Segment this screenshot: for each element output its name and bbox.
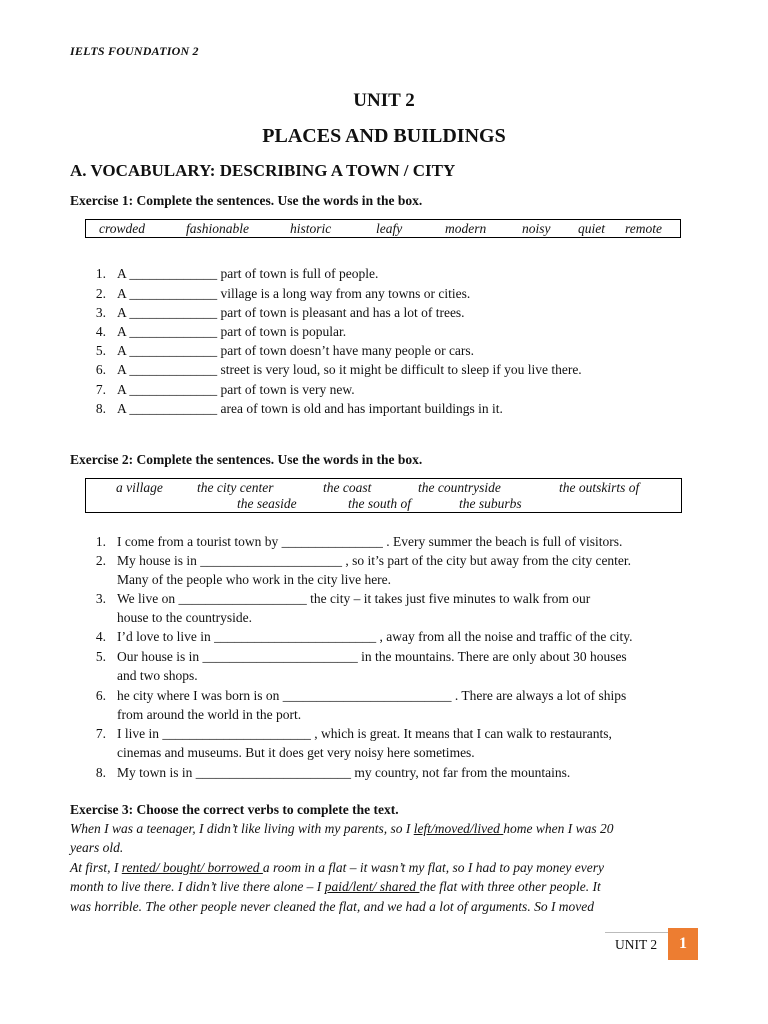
item-text-continued: house to the countryside.	[117, 610, 252, 625]
item-text: Our house is in _______________________ in the mountains. There are only about 30 houses	[117, 649, 627, 664]
item-number: 5.	[95, 343, 106, 358]
word-box-item: crowded	[99, 221, 145, 236]
exercise3-text-line: years old.	[70, 840, 124, 855]
item-number: 5.	[95, 649, 106, 664]
word-box-item: the city center	[197, 480, 274, 495]
item-number: 6.	[95, 688, 106, 703]
item-number: 1.	[95, 534, 106, 549]
text-segment: home when I was 20	[503, 821, 614, 836]
word-box-item: remote	[625, 221, 662, 236]
exercise2-word-box	[85, 478, 682, 513]
word-box-item: the coast	[323, 480, 372, 495]
exercise3-title: Exercise 3: Choose the correct verbs to complete the text.	[70, 802, 399, 817]
item-text: A _____________ part of town is popular.	[117, 324, 347, 339]
item-number: 8.	[95, 401, 106, 416]
item-number: 3.	[95, 591, 106, 606]
section-heading: A. VOCABULARY: DESCRIBING A TOWN / CITY	[70, 161, 456, 180]
verb-choice: paid/lent/ shared	[324, 879, 420, 894]
item-text: We live on ___________________ the city – it takes just five minutes to walk from our	[117, 591, 591, 606]
exercise3-text-line	[70, 860, 604, 876]
exercise3-text-line: was horrible. The other people never cleaned the flat, and we had a lot of arguments. So I moved	[70, 899, 595, 914]
word-box-item: a village	[116, 480, 163, 495]
word-box-item: historic	[290, 221, 332, 236]
text-segment: the flat with three other people. It	[419, 879, 601, 894]
item-text: A _____________ part of town is pleasant and has a lot of trees.	[117, 305, 465, 320]
item-number: 4.	[95, 324, 106, 339]
item-text: A _____________ part of town doesn’t have many people or cars.	[117, 343, 475, 358]
item-number: 7.	[95, 382, 106, 397]
item-number: 2.	[95, 553, 106, 568]
item-text-continued: from around the world in the port.	[117, 707, 302, 722]
item-text: I live in ______________________ , which is great. It means that I can walk to restaurants,	[117, 726, 612, 741]
item-text: I’d love to live in ________________________ , away from all the noise and traffic of the city.	[117, 629, 633, 644]
exercise3-text-line	[70, 879, 601, 895]
word-box-item: the seaside	[237, 496, 297, 511]
footer-divider	[605, 932, 668, 933]
unit-title: UNIT 2	[353, 90, 415, 111]
item-text: he city where I was born is on _________________________ . There are always a lot of ships	[117, 688, 627, 703]
page-title: PLACES AND BUILDINGS	[262, 125, 506, 147]
item-number: 3.	[95, 305, 106, 320]
footer-unit-label: UNIT 2	[615, 937, 658, 952]
item-text-continued: cinemas and museums. But it does get very noisy here sometimes.	[117, 745, 475, 760]
item-text: A _____________ part of town is full of people.	[117, 266, 379, 281]
item-text-continued: Many of the people who work in the city live here.	[117, 572, 392, 587]
text-segment: a room in a flat – it wasn’t my flat, so I had to pay money every	[262, 860, 604, 875]
word-box-item: the outskirts of	[559, 480, 640, 495]
verb-choice: rented/ bought/ borrowed	[121, 860, 263, 875]
item-number: 1.	[95, 266, 106, 281]
word-box-item: the countryside	[418, 480, 501, 495]
exercise2-title: Exercise 2: Complete the sentences. Use the words in the box.	[70, 452, 423, 467]
item-number: 4.	[95, 629, 106, 644]
word-box-item: modern	[445, 221, 487, 236]
text-segment: At first, I	[70, 860, 122, 875]
item-text: A _____________ village is a long way from any towns or cities.	[117, 286, 471, 301]
item-text: A _____________ part of town is very new.	[117, 382, 355, 397]
word-box-item: leafy	[376, 221, 403, 236]
item-text: My town is in _______________________ my country, not far from the mountains.	[117, 765, 571, 780]
item-number: 7.	[95, 726, 106, 741]
item-number: 8.	[95, 765, 106, 780]
page-number-badge: 1	[668, 928, 698, 960]
word-box-item: fashionable	[186, 221, 249, 236]
verb-choice: left/moved/lived	[413, 821, 504, 836]
text-segment: When I was a teenager, I didn’t like living with my parents, so I	[70, 821, 414, 836]
exercise1-title: Exercise 1: Complete the sentences. Use the words in the box.	[70, 193, 423, 208]
word-box-item: the suburbs	[459, 496, 522, 511]
word-box-item: noisy	[522, 221, 551, 236]
word-box-item: quiet	[578, 221, 605, 236]
item-number: 2.	[95, 286, 106, 301]
item-text-continued: and two shops.	[117, 668, 198, 683]
exercise1-word-box	[85, 219, 681, 238]
item-text: I come from a tourist town by _______________ . Every summer the beach is full of visitors.	[117, 534, 623, 549]
exercise3-text-line	[70, 821, 614, 837]
word-box-item: the south of	[348, 496, 411, 511]
item-text: A _____________ street is very loud, so it might be difficult to sleep if you live there.	[117, 362, 582, 377]
text-segment: month to live there. I didn’t live there alone – I	[70, 879, 325, 894]
item-text: My house is in _____________________ , so it’s part of the city but away from the city center.	[117, 553, 632, 568]
item-number: 6.	[95, 362, 106, 377]
running-header: IELTS FOUNDATION 2	[70, 44, 199, 58]
item-text: A _____________ area of town is old and has important buildings in it.	[117, 401, 503, 416]
